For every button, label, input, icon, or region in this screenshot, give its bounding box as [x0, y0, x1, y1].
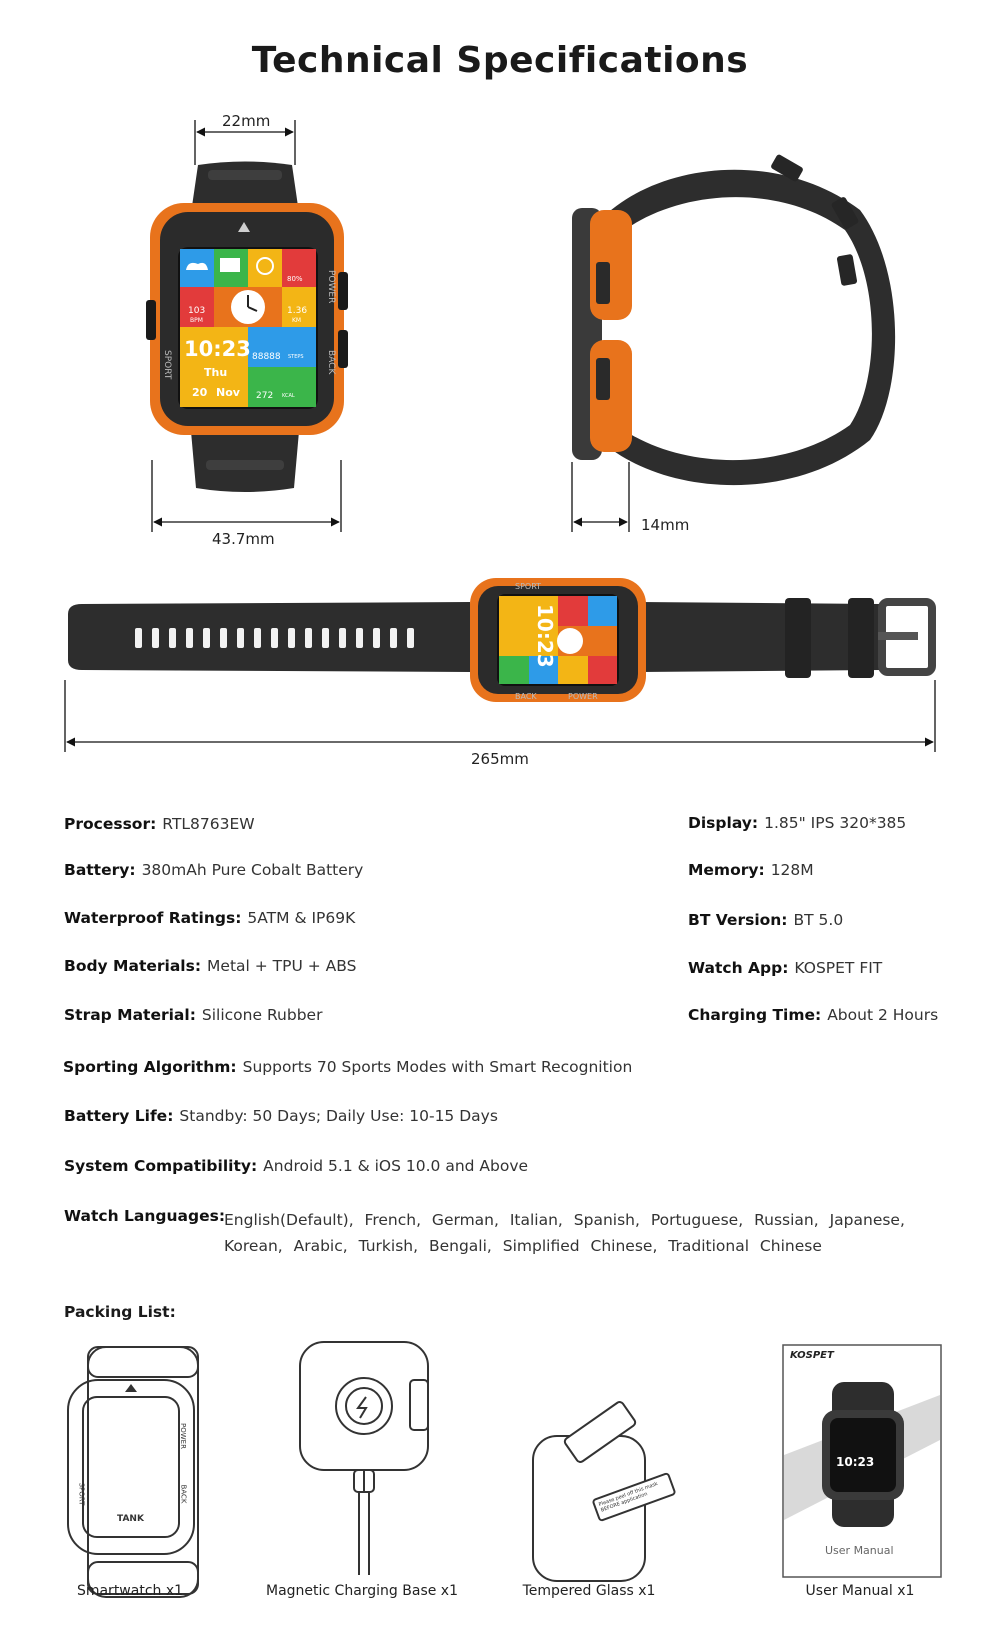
- spec-watch-app: Watch App: KOSPET FIT: [688, 959, 883, 977]
- spec-display: Display: 1.85" IPS 320*385: [688, 814, 907, 832]
- watch-day: Thu: [204, 366, 228, 379]
- watch-distance-unit: KM: [292, 317, 302, 324]
- spec-sporting-algorithm: Sporting Algorithm: Supports 70 Sports Modes with Smart Recognition: [63, 1058, 633, 1076]
- page-title: Technical Specifications: [251, 40, 749, 81]
- sketch-sport-label: SPORT: [77, 1482, 86, 1506]
- watch-kcal: 272: [256, 391, 274, 401]
- sketch-back-label: BACK: [179, 1484, 188, 1504]
- spec-body-materials: Body Materials: Metal + TPU + ABS: [64, 957, 357, 975]
- manual-title: User Manual: [825, 1544, 894, 1557]
- spec-waterproof: Waterproof Ratings: 5ATM & IP69K: [64, 909, 356, 927]
- spec-strap-material: Strap Material: Silicone Rubber: [64, 1006, 323, 1024]
- sketch-brand: TANK: [117, 1514, 144, 1524]
- svg-text:10:23: 10:23: [533, 604, 557, 668]
- charging-base-sketch: [300, 1342, 428, 1575]
- user-manual-sketch: [783, 1345, 941, 1577]
- svg-text:SPORT: SPORT: [162, 350, 172, 380]
- pack-item-smartwatch: Smartwatch x1: [76, 1583, 184, 1599]
- svg-text:SPORT: SPORT: [515, 582, 542, 591]
- length-dimension: 43.7mm: [212, 530, 275, 548]
- manual-brand: KOSPET: [790, 1350, 834, 1361]
- svg-text:BACK: BACK: [326, 350, 336, 375]
- packing-list-title: Packing List:: [64, 1303, 176, 1321]
- front-watch: [146, 162, 348, 493]
- watch-battery: 80%: [287, 275, 303, 283]
- languages-label: Watch Languages:: [64, 1207, 226, 1225]
- spec-system-compatibility: System Compatibility: Android 5.1 & iOS 10.0 and Above: [64, 1157, 529, 1175]
- sketch-power-label: POWER: [178, 1423, 187, 1449]
- watch-time: 10:23: [184, 337, 251, 361]
- watch-steps-unit: STEPS: [288, 354, 304, 360]
- thickness-dimension: 14mm: [641, 516, 690, 534]
- pack-item-charging-base: Magnetic Charging Base x1: [265, 1583, 458, 1599]
- watch-heart: 103: [188, 306, 206, 316]
- svg-text:POWER: POWER: [568, 692, 598, 701]
- spec-battery-life: Battery Life: Standby: 50 Days; Daily Use: 10-15 Days: [64, 1107, 498, 1125]
- pack-item-tempered-glass: Tempered Glass x1: [522, 1583, 656, 1599]
- spec-charging-time: Charging Time: About 2 Hours: [688, 1006, 939, 1024]
- spec-bt-version: BT Version: BT 5.0: [688, 911, 844, 929]
- svg-text:10:23: 10:23: [836, 1455, 875, 1469]
- languages-value: English(Default), French, German, Italian, Spanish, Portuguese, Russian, Japanese, Korean, Arabic, Turkish, Bengali, Simplified Chinese, Traditional Chinese: [224, 1211, 905, 1255]
- svg-text:BACK: BACK: [515, 692, 537, 701]
- watch-kcal-unit: KCAL: [282, 393, 295, 399]
- spec-memory: Memory: 128M: [688, 861, 814, 879]
- svg-text:POWER: POWER: [326, 270, 336, 304]
- watch-heart-unit: BPM: [190, 317, 203, 324]
- width-dimension: 22mm: [222, 112, 271, 130]
- watch-date: 20: [192, 386, 208, 399]
- flat-watch: [68, 578, 932, 702]
- pack-item-user-manual: User Manual x1: [805, 1583, 915, 1599]
- total-length-dimension: 265mm: [471, 750, 529, 768]
- watch-steps: 88888: [252, 352, 281, 362]
- watch-month: Nov: [216, 386, 240, 399]
- smartwatch-sketch: [68, 1347, 198, 1597]
- side-watch: [572, 154, 895, 486]
- spec-processor: Processor: RTL8763EW: [64, 815, 255, 833]
- spec-battery: Battery: 380mAh Pure Cobalt Battery: [64, 861, 364, 879]
- watch-distance: 1.36: [287, 306, 308, 316]
- glass-note: Please peel off this mask BEFORE application: [598, 1480, 659, 1514]
- spec-watch-languages: [64, 1207, 944, 1259]
